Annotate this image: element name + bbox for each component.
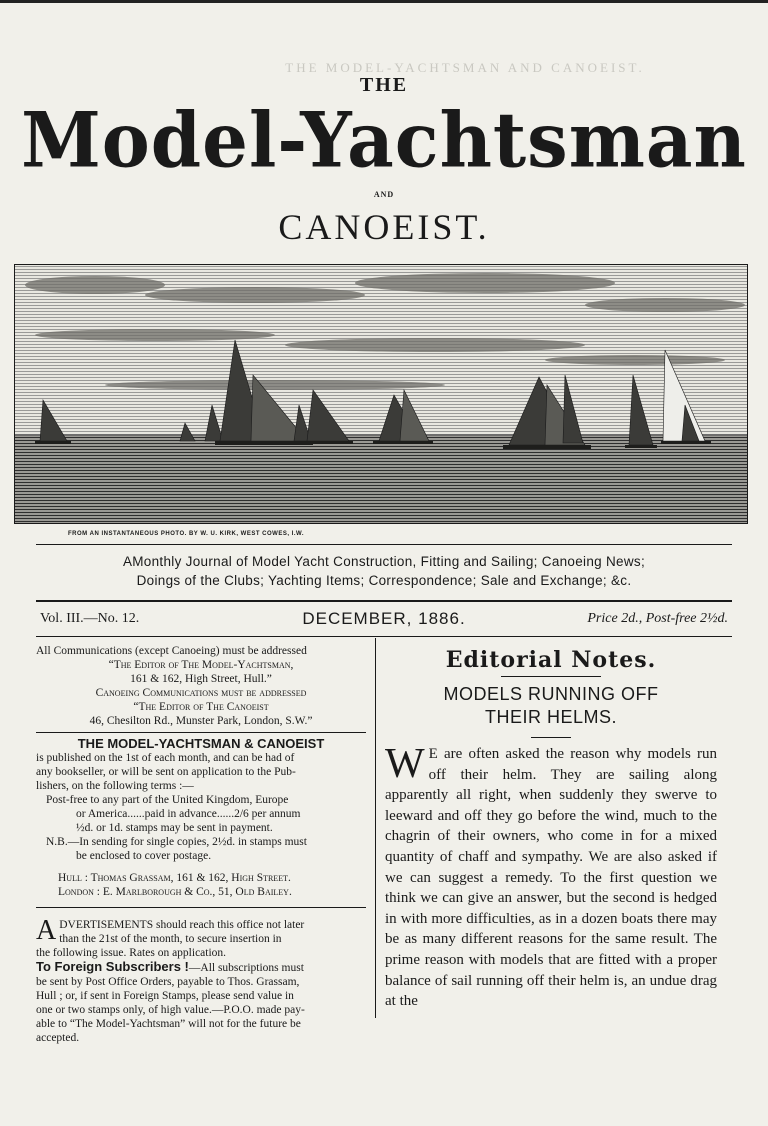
issue-price: Price 2d., Post-free 2½d. — [587, 611, 728, 626]
journal-subtitle — [0, 552, 768, 590]
article-title-line-2: THEIR HELMS. — [484, 707, 618, 727]
terms-line: ½d. or 1d. stamps may be sent in payment. — [76, 822, 273, 834]
terms-line: be enclosed to cover postage. — [76, 850, 212, 862]
foreign-subscribers-notice — [36, 960, 366, 1045]
bleed-through-text: THE MODEL-YACHTSMAN AND CANOEIST. — [285, 60, 645, 75]
rule-above-issue — [36, 600, 732, 602]
adv-line: DVERTISEMENTS should reach this office not later — [59, 919, 305, 931]
left-rule — [36, 732, 366, 733]
foreign-line: accepted. — [36, 1032, 80, 1044]
illustration-caption: FROM AN INSTANTANEOUS PHOTO. BY W. U. KIRK, WEST COWES, I.W. — [68, 531, 305, 537]
yachts-illustration — [14, 264, 748, 524]
drop-cap-a: A — [36, 915, 57, 946]
issue-volume: Vol. III.—No. 12. — [40, 611, 140, 626]
rule-below-issue — [36, 636, 732, 637]
left-rule — [36, 907, 366, 908]
top-border — [0, 0, 768, 3]
foreign-line: Hull ; or, if sent in Foreign Stamps, please send value in — [36, 990, 294, 1002]
article-text: E are often asked the reason why models run off their helm. They are sailing along apparently all right, when suddenly they swerve to leeward and off they go before the wind, much to the chagrin of their owners, who come in for a mixed quantity of chaff and sympathy. We are also asked if we can suggest a remedy. To the first question we think we can give an answer, but the second is hedged in with more difficulties, as in a dozen boats there may be as many different reasons for the same result. The prime reason with models that are fitted with a proper balance of sail running off their helm is, an undue drag at the — [385, 746, 717, 1010]
column-separator — [375, 638, 376, 1018]
masthead-canoeist: CANOEIST. — [278, 207, 490, 247]
masthead-title: Model-Yachtsman — [21, 94, 747, 185]
comms-line: Canoeing Communications must be addressed — [95, 687, 307, 699]
right-column — [385, 647, 717, 1012]
foreign-line: one or two stamps only, of high value.—P.O.O. made pay- — [36, 1004, 305, 1016]
comms-line: “The Editor of The Canoeist — [133, 701, 269, 713]
terms-line: or America......paid in advance......2/6 per annum — [76, 808, 301, 820]
foreign-line: able to “The Model-Yachtsman” will not for the future be — [36, 1018, 301, 1030]
publication-terms — [36, 751, 366, 863]
foreign-heading: To Foreign Subscribers ! — [36, 959, 189, 974]
subtitle-line-1: AMonthly Journal of Model Yacht Construction, Fitting and Sailing; Canoeing News; — [122, 554, 646, 569]
comms-line: 46, Chesilton Rd., Munster Park, London, S.W.” — [89, 715, 313, 727]
masthead-the: THE — [359, 74, 409, 96]
terms-line: N.B.—In sending for single copies, 2½d. in stamps must — [46, 836, 307, 848]
communications-notice — [36, 644, 366, 728]
office-line: London : E. Marlborough & Co., 51, Old Bailey. — [58, 886, 292, 898]
comms-line: All Communications (except Canoeing) must be addressed — [36, 645, 307, 657]
issue-date: DECEMBER, 1886. — [302, 609, 466, 628]
left-column — [36, 644, 366, 1045]
editorial-rule — [501, 676, 601, 677]
adv-line: the following issue. Rates on application. — [36, 947, 227, 959]
article-title-line-1: MODELS RUNNING OFF — [443, 684, 659, 704]
rule-above-subtitle — [36, 544, 732, 545]
terms-line: is published on the 1st of each month, and can be had of — [36, 752, 295, 764]
advertisements-notice — [36, 915, 366, 960]
editorial-notes-heading: Editorial Notes. — [445, 647, 657, 673]
offices — [36, 871, 366, 899]
office-line: Hull : Thomas Grassam, 161 & 162, High Street. — [58, 872, 291, 884]
article-body — [385, 741, 717, 1012]
subtitle-line-2: Doings of the Clubs; Yachting Items; Correspondence; Sale and Exchange; &c. — [136, 573, 632, 588]
terms-line: Post-free to any part of the United Kingdom, Europe — [46, 794, 289, 806]
article-title — [385, 683, 717, 729]
article-rule — [531, 737, 571, 738]
drop-cap-w: W — [385, 741, 425, 787]
adv-line: than the 21st of the month, to secure insertion in — [59, 933, 282, 945]
publication-heading: THE MODEL-YACHTSMAN & CANOEIST — [77, 736, 325, 751]
comms-line: “The Editor of The Model-Yachtsman, — [108, 659, 294, 671]
masthead-and: AND — [373, 190, 395, 199]
issue-line — [40, 609, 728, 631]
comms-line: 161 & 162, High Street, Hull.” — [130, 673, 272, 685]
terms-line: lishers, on the following terms :— — [36, 780, 194, 792]
terms-line: any bookseller, or will be sent on application to the Pub- — [36, 766, 296, 778]
foreign-line: —All subscriptions must — [188, 962, 304, 974]
foreign-line: be sent by Post Office Orders, payable to Thos. Grassam, — [36, 976, 300, 988]
